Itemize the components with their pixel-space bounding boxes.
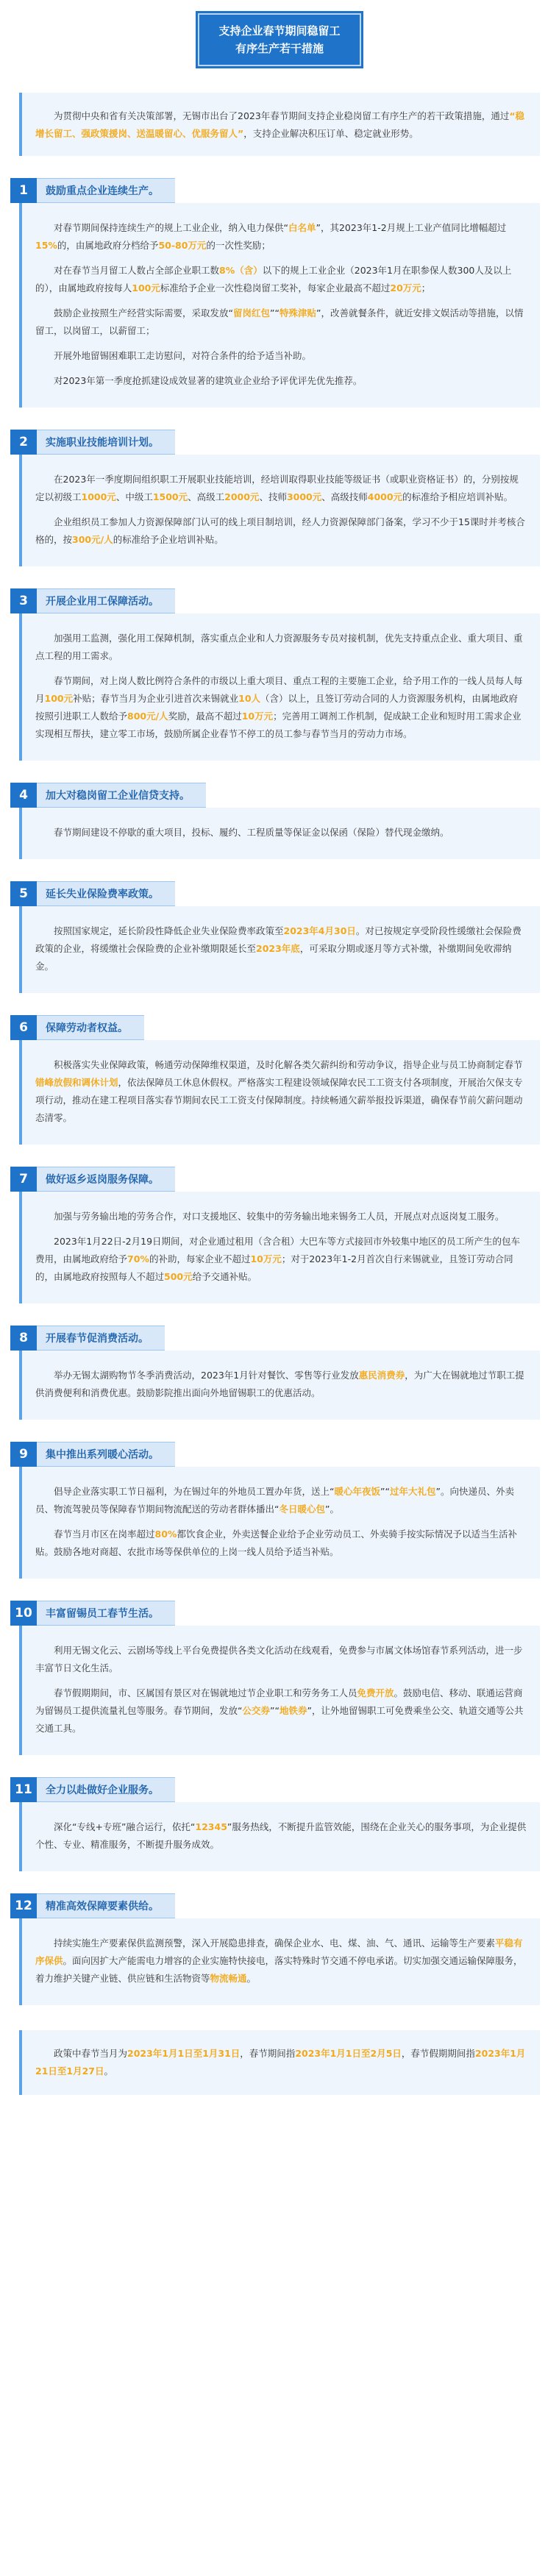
- footer-note: [19, 2030, 540, 2095]
- paragraph-text: 春节期间建设不停歇的重大项目，投标、履约、工程质量等保证金以保函（保险）替代现金缴纳。: [54, 827, 449, 838]
- highlight-text: 20万元: [390, 282, 421, 293]
- section-6: [0, 1015, 559, 1145]
- section-4: [0, 783, 559, 859]
- paragraph-text: 加强与劳务输出地的劳务合作，对口支援地区、较集中的劳务输出地来锡务工人员，开展点对点返岗复工服务。: [54, 1211, 505, 1222]
- section-paragraph: [35, 262, 527, 297]
- highlight-text: 惠民消费券: [358, 1370, 405, 1381]
- intro-text-c: ，支持企业解决积压订单、稳定就业形势。: [243, 128, 419, 139]
- section-paragraph: [35, 922, 527, 975]
- highlight-text: 12345: [195, 1821, 227, 1832]
- section-number-badge: 6: [10, 1015, 37, 1040]
- paragraph-text: ”，其2023年1-2月规上工业产值同比增幅超过: [316, 222, 507, 233]
- highlight-text: 地铁券: [279, 1705, 307, 1716]
- highlight-text: 3000元: [286, 491, 322, 502]
- section-header: [10, 1442, 559, 1467]
- highlight-text: 80%: [154, 1529, 177, 1540]
- section-paragraph: [35, 1367, 527, 1402]
- section-title: 丰富留锡员工春节生活。: [37, 1601, 175, 1626]
- paragraph-text: 、高级工: [188, 491, 225, 502]
- paragraph-text: 补贴；春节当月为企业引进首次来锡就业: [73, 693, 239, 704]
- highlight-text: 10万元: [241, 711, 274, 722]
- section-paragraph: [35, 372, 527, 390]
- paragraph-text: 企业组织员工参加人力资源保障部门认可的线上项目制培训，经人力资源保障部门备案，学习不少于15课时并考核合格的，按: [35, 516, 525, 545]
- highlight-text: 100元: [132, 282, 160, 293]
- section-number-badge: 1: [10, 178, 37, 203]
- highlight-text: 15%: [35, 240, 57, 251]
- section-paragraph: [35, 1526, 527, 1561]
- section-number-badge: 11: [10, 1777, 37, 1802]
- paragraph-text: 2023年1月22日-2月19日期间，对企业通过租用（含合租）大巴车等方式接回市外较集中地区的员工所产生的包车费用，由属地政府给予: [35, 1236, 521, 1264]
- highlight-text: 错峰放假和调休计划: [35, 1077, 118, 1088]
- highlight-text: 冬日暖心包: [279, 1504, 326, 1515]
- paragraph-text: 的，由属地政府分档给予: [57, 240, 159, 251]
- sections-container: [0, 178, 559, 2005]
- paragraph-text: 举办无锡太湖购物节冬季消费活动，2023年1月针对餐饮、零售等行业发放: [54, 1370, 359, 1381]
- section-title: 全力以赴做好企业服务。: [37, 1777, 175, 1802]
- section-paragraph: [35, 630, 527, 665]
- section-paragraph: [35, 1483, 527, 1518]
- section-2: [0, 430, 559, 566]
- paragraph-text: 都饮食企业，外卖送餐企业给予企业劳动员工、外卖骑手按实际情况予以适当生活补贴。鼓励各地对商超、农批市场等保供单位的上岗一线人员给予适当补贴。: [35, 1529, 517, 1557]
- paragraph-text: 对在春节当月留工人数占全部企业职工数: [54, 265, 220, 276]
- paragraph-text: 。面向因扩大产能需电力增容的企业实施特快接电，落实特殊时节交通不停电承诺。切实加强交通运输保障服务，着力维护关键产业链、供应链和生活物资等: [35, 1955, 523, 1984]
- section-11: [0, 1777, 559, 1871]
- section-body: [19, 1192, 540, 1303]
- footer-text-e: ，春节假期期间指: [401, 2048, 475, 2059]
- highlight-text: 留岗红包: [232, 307, 270, 319]
- section-paragraph: [35, 305, 527, 340]
- paragraph-text: 对春节期间保持连续生产的规上工业企业，纳入电力保供“: [54, 222, 288, 233]
- section-paragraph: [35, 471, 527, 506]
- paragraph-text: ，可采取分期或逐月等方式补缴，补缴期间免收滞纳金。: [35, 943, 512, 972]
- section-5: [0, 881, 559, 993]
- section-paragraph: [35, 672, 527, 743]
- title-line-1: 支持企业春节期间稳留工: [218, 24, 341, 38]
- section-number-badge: 2: [10, 430, 37, 455]
- section-body: [19, 1626, 540, 1755]
- section-body: [19, 455, 540, 566]
- title-line-2: 有序生产若干措施: [235, 42, 324, 55]
- section-paragraph: [35, 1642, 527, 1677]
- paragraph-text: 利用无锡文化云、云剧场等线上平台免费提供各类文化活动在线观看，免费参与市属文体场馆春节系列活动，进一步丰富节日文化生活。: [35, 1645, 523, 1673]
- section-paragraph: [35, 347, 527, 365]
- paragraph-text: ”“: [380, 1486, 390, 1497]
- paragraph-text: 加强用工监测，强化用工保障机制，落实重点企业和人力资源服务专员对接机制，优先支持重点企业、重大项目、重点工程的用工需求。: [35, 633, 523, 661]
- paragraph-text: 春节期间，对上岗人数比例符合条件的市级以上重大项目、重点工程的主要施工企业，给予用工作的一线人员每人每月: [35, 675, 523, 704]
- section-title: 鼓励重点企业连续生产。: [37, 178, 175, 203]
- section-body: [19, 613, 540, 761]
- highlight-text: 500元: [164, 1271, 193, 1282]
- paragraph-text: ”。向快递员、外卖员、物流驾驶员等保障春节期间物流配送的劳动者群体: [35, 1486, 514, 1515]
- section-body: [19, 1467, 540, 1579]
- highlight-text: 物流畅通: [210, 1973, 247, 1984]
- paragraph-text: 的补助，每家企业不超过: [149, 1253, 251, 1264]
- section-header: [10, 1777, 559, 1802]
- title-banner-wrap: [0, 0, 559, 66]
- paragraph-text: 鼓励企业按照生产经营实际需要，采取发放“: [54, 307, 233, 319]
- section-paragraph: [35, 1818, 527, 1854]
- paragraph-text: 标准给予企业一次性稳岗留工奖补，每家企业最高不超过: [160, 282, 391, 293]
- paragraph-text: 奖励，最高不超过: [168, 711, 242, 722]
- paragraph-text: 在2023年一季度期间组织职工开展职业技能培训，经培训取得职业技能等级证书（或职业资格证书）的，分别按规定以初级工: [35, 474, 519, 502]
- highlight-text: 白名单: [288, 222, 316, 233]
- highlight-text: 800元/人: [127, 711, 168, 722]
- paragraph-text: 倡导企业落实职工节日福利，为在锡过年的外地员工置办年货，送上“: [54, 1486, 335, 1497]
- section-body: [19, 906, 540, 993]
- highlight-text: 1000元: [81, 491, 116, 502]
- highlight-text: 过年大礼包: [389, 1486, 436, 1497]
- section-body: [19, 203, 540, 408]
- section-body: [19, 808, 540, 859]
- paragraph-text: ”“: [270, 307, 280, 319]
- section-header: [10, 1167, 559, 1192]
- footer-text-g: 。: [104, 2066, 114, 2077]
- paragraph-text: 给予交通补贴。: [192, 1271, 257, 1282]
- footer-date-3: 2023年1月21日至1月27日: [35, 2048, 526, 2077]
- paragraph-text: 、中级工: [115, 491, 153, 502]
- section-header: [10, 1893, 559, 1918]
- paragraph-text: ”服务热线，不断提升监管效能，围绕在企业关心的服务事项，为企业提供个性、专业、精准服务，不断提升服务成效。: [35, 1821, 527, 1850]
- paragraph-text: ；对于2023年1-2月首次自行来锡就业，且签订劳动合同的，由属地政府按照每人不超过: [35, 1253, 513, 1282]
- paragraph-text: ；: [421, 282, 431, 293]
- section-title: 加大对稳岗留工企业信贷支持。: [37, 783, 206, 808]
- section-title: 精准高效保障要素供给。: [37, 1893, 175, 1918]
- section-title: 开展春节促消费活动。: [37, 1326, 165, 1351]
- section-number-badge: 3: [10, 588, 37, 613]
- paragraph-text: 。: [246, 1973, 257, 1984]
- paragraph-text: 。对已按规定享受阶段性缓缴社会保险费政策的企业，将缓缴社会保险费的企业补缴期限延长至: [35, 925, 521, 954]
- paragraph-text: （含）以上，且签订劳动合同的人力资源服务机构，由属地政府按照引进职工人数给予: [35, 693, 519, 722]
- paragraph-text: 的一次性奖励；: [206, 240, 271, 251]
- paragraph-text: 春节当月市区在岗率超过: [54, 1529, 155, 1540]
- paragraph-text: 春节假期期间，市、区属国有景区对在锡就地过节企业职工和劳务务工人员: [54, 1687, 357, 1698]
- section-7: [0, 1167, 559, 1303]
- highlight-text: 300元/人: [72, 534, 113, 545]
- section-number-badge: 5: [10, 881, 37, 906]
- section-number-badge: 4: [10, 783, 37, 808]
- section-title: 实施职业技能培训计划。: [37, 430, 175, 455]
- section-body: [19, 1040, 540, 1145]
- section-header: [10, 783, 559, 808]
- highlight-text: 平稳有序保供: [35, 1938, 523, 1966]
- intro-paragraph: [19, 93, 540, 156]
- paragraph-text: 开展外地留锡困难职工走访慰问，对符合条件的给予适当补助。: [54, 350, 312, 361]
- highlight-text: 8%（含）: [219, 265, 263, 276]
- section-paragraph: [35, 1056, 527, 1127]
- paragraph-text: 对2023年第一季度抢抓建设成效显著的建筑业企业给予评优评先优先推荐。: [54, 375, 363, 386]
- highlight-text: 4000元: [367, 491, 403, 502]
- section-title: 开展企业用工保障活动。: [37, 588, 175, 613]
- paragraph-text: ”，改善就餐条件，就近安排文娱活动等措施，以情留工，以岗留工，以薪留工；: [35, 307, 524, 336]
- section-number-badge: 12: [10, 1893, 37, 1918]
- highlight-text: 10万元: [250, 1253, 282, 1264]
- section-header: [10, 178, 559, 203]
- paragraph-text: ，依法保障员工休息休假权。严格落实工程建设领域保障农民工工资支付各项制度，开展治欠保支专项行动，推动在建工程项目落实春节期间农民工工资支付保障制度。持续畅通欠薪举报投诉渠道，确保春节前欠薪问题动态清零。: [35, 1077, 523, 1123]
- section-number-badge: 8: [10, 1326, 37, 1351]
- paragraph-text: 播出“: [256, 1504, 280, 1515]
- section-8: [0, 1326, 559, 1420]
- section-paragraph: [35, 1233, 527, 1286]
- paragraph-text: ，为广大在锡就地过节职工提供消费便利和消费优惠。鼓励影院推出面向外地留锡职工的优惠活动。: [35, 1370, 524, 1398]
- footer-text-c: ，春节期间指: [240, 2048, 296, 2059]
- paragraph-text: 深化“专线+专班”融合运行，依托“: [54, 1821, 196, 1832]
- highlight-text: 1500元: [152, 491, 188, 502]
- paragraph-text: 、高级技师: [321, 491, 368, 502]
- paragraph-text: ”。: [325, 1504, 339, 1515]
- section-title: 集中推出系列暖心活动。: [37, 1442, 175, 1467]
- highlight-text: 50-80万元: [158, 240, 207, 251]
- section-number-badge: 9: [10, 1442, 37, 1467]
- highlight-text: 70%: [127, 1253, 149, 1264]
- highlight-text: 特殊津贴: [279, 307, 316, 319]
- paragraph-text: ”，让外地留锡职工可免费乘坐公交、轨道交通等公共交通工具。: [35, 1705, 524, 1734]
- section-10: [0, 1601, 559, 1755]
- paragraph-text: 、技师: [259, 491, 287, 502]
- footer-date-2: 2023年1月1日至2月5日: [295, 2048, 402, 2059]
- section-paragraph: [35, 513, 527, 549]
- footer-date-1: 2023年1月1日至1月31日: [127, 2048, 241, 2059]
- highlight-text: 10人: [238, 693, 261, 704]
- paragraph-text: 以下的规上工业企业（2023年1月在职参保人数300人及以上的），由属地政府按每人: [35, 265, 512, 293]
- highlight-text: 公交券: [242, 1705, 270, 1716]
- section-body: [19, 1351, 540, 1420]
- section-paragraph: [35, 1684, 527, 1737]
- section-paragraph: [35, 1208, 527, 1225]
- highlight-text: 2023年4月30日: [283, 925, 356, 936]
- section-paragraph: [35, 824, 527, 842]
- section-header: [10, 1326, 559, 1351]
- section-title: 延长失业保险费率政策。: [37, 881, 175, 906]
- section-12: [0, 1893, 559, 2005]
- section-header: [10, 881, 559, 906]
- paragraph-text: ”“: [270, 1705, 280, 1716]
- intro-text-a: 为贯彻中央和省有关决策部署，无锡市出台了2023年春节期间支持企业稳岗留工有序生产的若干政策措施，通过: [54, 110, 510, 121]
- section-body: [19, 1918, 540, 2005]
- section-1: [0, 178, 559, 408]
- intro-highlight: “稳增长留工、强政策援岗、送温暖留心、优服务留人”: [35, 110, 525, 139]
- footer-text-a: 政策中春节当月为: [54, 2048, 128, 2059]
- section-header: [10, 1015, 559, 1040]
- section-paragraph: [35, 1935, 527, 1988]
- highlight-text: 暖心年夜饭: [334, 1486, 380, 1497]
- section-number-badge: 7: [10, 1167, 37, 1192]
- section-header: [10, 430, 559, 455]
- section-body: [19, 1802, 540, 1871]
- title-banner: [198, 13, 360, 66]
- highlight-text: 100元: [44, 693, 74, 704]
- highlight-text: 2023年底: [256, 943, 300, 954]
- paragraph-text: 的标准给予企业培训补贴。: [113, 534, 224, 545]
- paragraph-text: 按照国家规定，延长阶段性降低企业失业保险费率政策至: [54, 925, 284, 936]
- section-9: [0, 1442, 559, 1579]
- section-title: 保障劳动者权益。: [37, 1015, 144, 1040]
- paragraph-text: 的标准给予相应培训补贴。: [402, 491, 513, 502]
- section-number-badge: 10: [10, 1601, 37, 1626]
- highlight-text: 2000元: [224, 491, 260, 502]
- highlight-text: 免费开放: [357, 1687, 394, 1698]
- section-header: [10, 1601, 559, 1626]
- paragraph-text: 持续实施生产要素保供监测预警，深入开展隐患排查，确保企业水、电、煤、油、气、通讯、运输等生产要素: [54, 1938, 496, 1949]
- paragraph-text: 积极落实失业保障政策，畅通劳动保障维权渠道，及时化解各类欠薪纠纷和劳动争议，指导企业与员工协商制定春节: [54, 1059, 523, 1070]
- section-header: [10, 588, 559, 613]
- paragraph-text: ；完善用工调剂工作机制，促成缺工企业和短时用工需求企业实现相互帮扶，建立零工市场，鼓励所属企业春节不停工的员工参与春节当月的劳动力市场。: [35, 711, 521, 739]
- section-paragraph: [35, 219, 527, 255]
- paragraph-text: 。鼓励电信、移动、联通运营商为留锡员工提供流量礼包等服务。春节期间，发放“: [35, 1687, 523, 1716]
- section-3: [0, 588, 559, 761]
- section-title: 做好返乡返岗服务保障。: [37, 1167, 175, 1192]
